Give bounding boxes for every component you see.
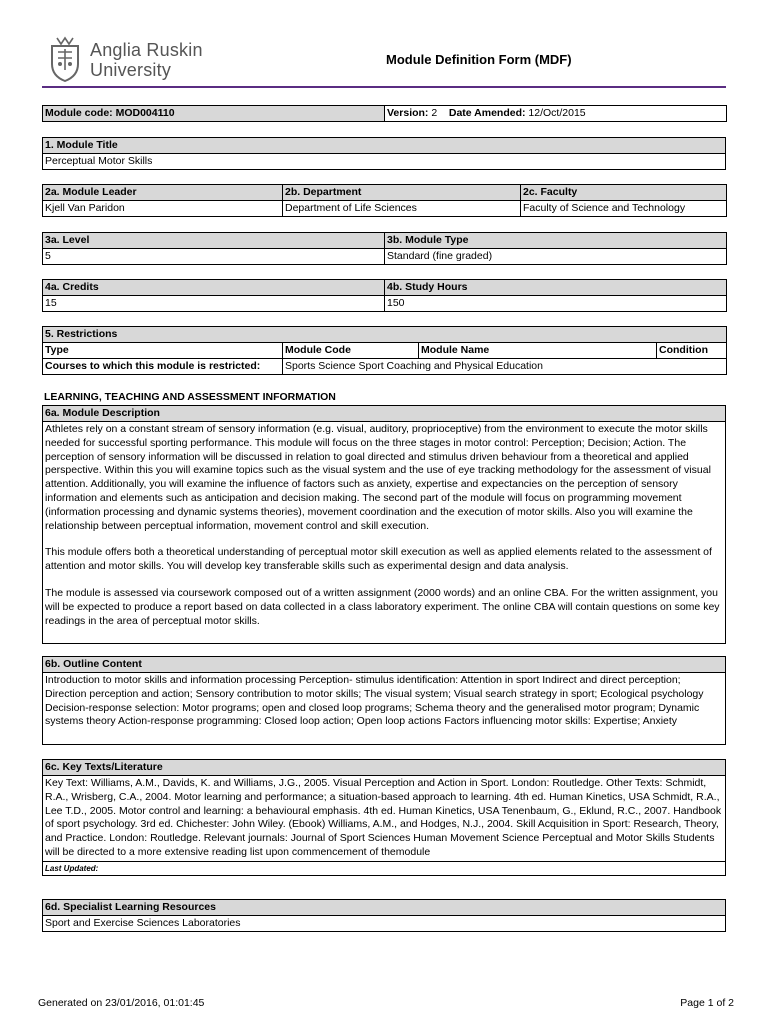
credits-value: 15 (43, 296, 385, 312)
level-value: 5 (43, 249, 385, 265)
study-hours-value: 150 (385, 296, 727, 312)
module-summary-table (42, 105, 727, 122)
description-paragraph-1: Athletes rely on a constant stream of sensory information (e.g. visual, auditory, proprioceptive) from the environment to execute the motor skills needed for successful sporting performance. This module will focus on the three stages in motor control: Perception; Decision; Action. The perception of sensory information will be discussed in relation to goal directed and stimulus driven behaviour from a theoretical and applied perspective. Within this you will examine topics such as the visual system and the use of eye tracking methodology for the assessment of visual attention. Additionally, you will examine the influence of factors such as anxiety, expertise and expectancies on the perception of sensory information and elements such as anticipation and decision making. The second part of the module will focus on programming movement (information processing and dynamic systems theories), movement coordination and the execution of motor skills. Also you will examine the relationship between perceptual information, movement control and skill execution. (45, 423, 711, 532)
restrictions-table (42, 326, 727, 375)
logo-text-line2: University (90, 60, 172, 80)
date-amended-label: Date Amended: (448, 107, 526, 119)
module-leader-value: Kjell Van Paridon (43, 201, 283, 217)
module-title-table (42, 137, 726, 170)
module-leader-label: 2a. Module Leader (43, 185, 283, 201)
date-amended-value: 12/Oct/2015 (528, 107, 586, 119)
outline-content-value: Introduction to motor skills and information processing Perception- stimulus identification: Attention in sport Indirect and direct perception; Direction perception and action; Sensory contribution to motor skills; The visual system; Visual search strategy in sport; Ecological psychology Decision-response selection: Motor programs; open and closed loop programs; Schema theory and the generalised motor program; Dynamic systems theory Action-response programming: Closed loop action; Open loop actions Factors influencing motor skills: Expertise; Anxiety (43, 673, 726, 745)
description-paragraph-3: The module is assessed via coursework composed out of a written assignment (2000 words) and an online CBA. For the written assignment, you will be expected to produce a report based on data collected in a class laboratory experiment. The online CBA will contain questions on some key readings in the area of perceptual motor skills. (45, 586, 720, 627)
module-title-value: Perceptual Motor Skills (43, 154, 726, 170)
key-texts-table (42, 759, 726, 876)
key-texts-value: Key Text: Williams, A.M., Davids, K. and Williams, J.G., 2005. Visual Perception and Action in Sport. London: Routledge. Other Texts: Schmidt, R.A., Wrisberg, C.A., 2004. Motor learning and performance; a situation-based approach to learning. 4th ed. Human Kinetics, USA Schmidt, R.A., Lee T.D., 2005. Motor control and learning: a behavioural emphasis. 4th ed. Human Kinetics, USA Tenenbaum, G., Eklund, R.C., 2007. Handbook of sport psychology. 3rd ed. Chichester: John Wiley. (Ebook) Williams, A.M., and Hodges, N.J., 2004. Skill Acquisition in Sport: Research, Theory, and Practice. London: Routledge. Relevant journals: Journal of Sport Sciences Human Movement Science Perceptual and Motor Skills Students will be directed to a more extensive reading list upon commencement of themodule (43, 776, 726, 862)
faculty-value: Faculty of Science and Technology (521, 201, 727, 217)
module-type-label: 3b. Module Type (385, 233, 727, 249)
restrictions-col-name: Module Name (419, 343, 657, 359)
faculty-label: 2c. Faculty (521, 185, 727, 201)
module-code-label: Module code: (45, 107, 113, 119)
restrictions-row-type: Courses to which this module is restricted: (43, 359, 283, 375)
university-logo (48, 36, 208, 86)
level-table (42, 232, 727, 265)
department-value: Department of Life Sciences (283, 201, 521, 217)
restrictions-label: 5. Restrictions (43, 327, 727, 343)
ltai-heading: LEARNING, TEACHING AND ASSESSMENT INFORMATION (44, 391, 336, 403)
credits-table (42, 279, 727, 312)
resources-value: Sport and Exercise Sciences Laboratories (43, 916, 726, 932)
module-type-value: Standard (fine graded) (385, 249, 727, 265)
module-description-table (42, 405, 726, 644)
crest-icon (48, 36, 82, 82)
key-texts-label: 6c. Key Texts/Literature (43, 760, 726, 776)
module-description-label: 6a. Module Description (43, 406, 726, 422)
description-paragraph-2: This module offers both a theoretical understanding of perceptual motor skill execution as well as applied elements related to the assessment of attention and motor skills. You will develop key transferable skills such as experimental design and data analysis. (45, 546, 712, 573)
module-description-body (43, 422, 726, 644)
generated-timestamp: Generated on 23/01/2016, 01:01:45 (38, 997, 205, 1009)
restrictions-col-type: Type (43, 343, 283, 359)
module-code-cell (43, 106, 385, 122)
study-hours-label: 4b. Study Hours (385, 280, 727, 296)
module-code-value: MOD004110 (115, 107, 175, 119)
outline-content-table (42, 656, 726, 745)
resources-table (42, 899, 726, 932)
version-cell (385, 106, 727, 122)
restrictions-col-condition: Condition (657, 343, 727, 359)
restrictions-col-code: Module Code (283, 343, 419, 359)
module-title-label: 1. Module Title (43, 138, 726, 154)
last-updated-cell (43, 862, 726, 876)
form-title: Module Definition Form (MDF) (386, 52, 572, 67)
credits-label: 4a. Credits (43, 280, 385, 296)
last-updated-label: Last Updated: (45, 864, 99, 873)
header-divider (42, 86, 726, 88)
department-label: 2b. Department (283, 185, 521, 201)
logo-text-line1: Anglia Ruskin (90, 40, 203, 60)
level-label: 3a. Level (43, 233, 385, 249)
resources-label: 6d. Specialist Learning Resources (43, 900, 726, 916)
restrictions-row-value: Sports Science Sport Coaching and Physical Education (283, 359, 727, 375)
outline-content-label: 6b. Outline Content (43, 657, 726, 673)
version-label: Version: (387, 107, 429, 119)
version-value: 2 (431, 107, 438, 119)
leader-table (42, 184, 727, 217)
page-number: Page 1 of 2 (680, 997, 734, 1009)
